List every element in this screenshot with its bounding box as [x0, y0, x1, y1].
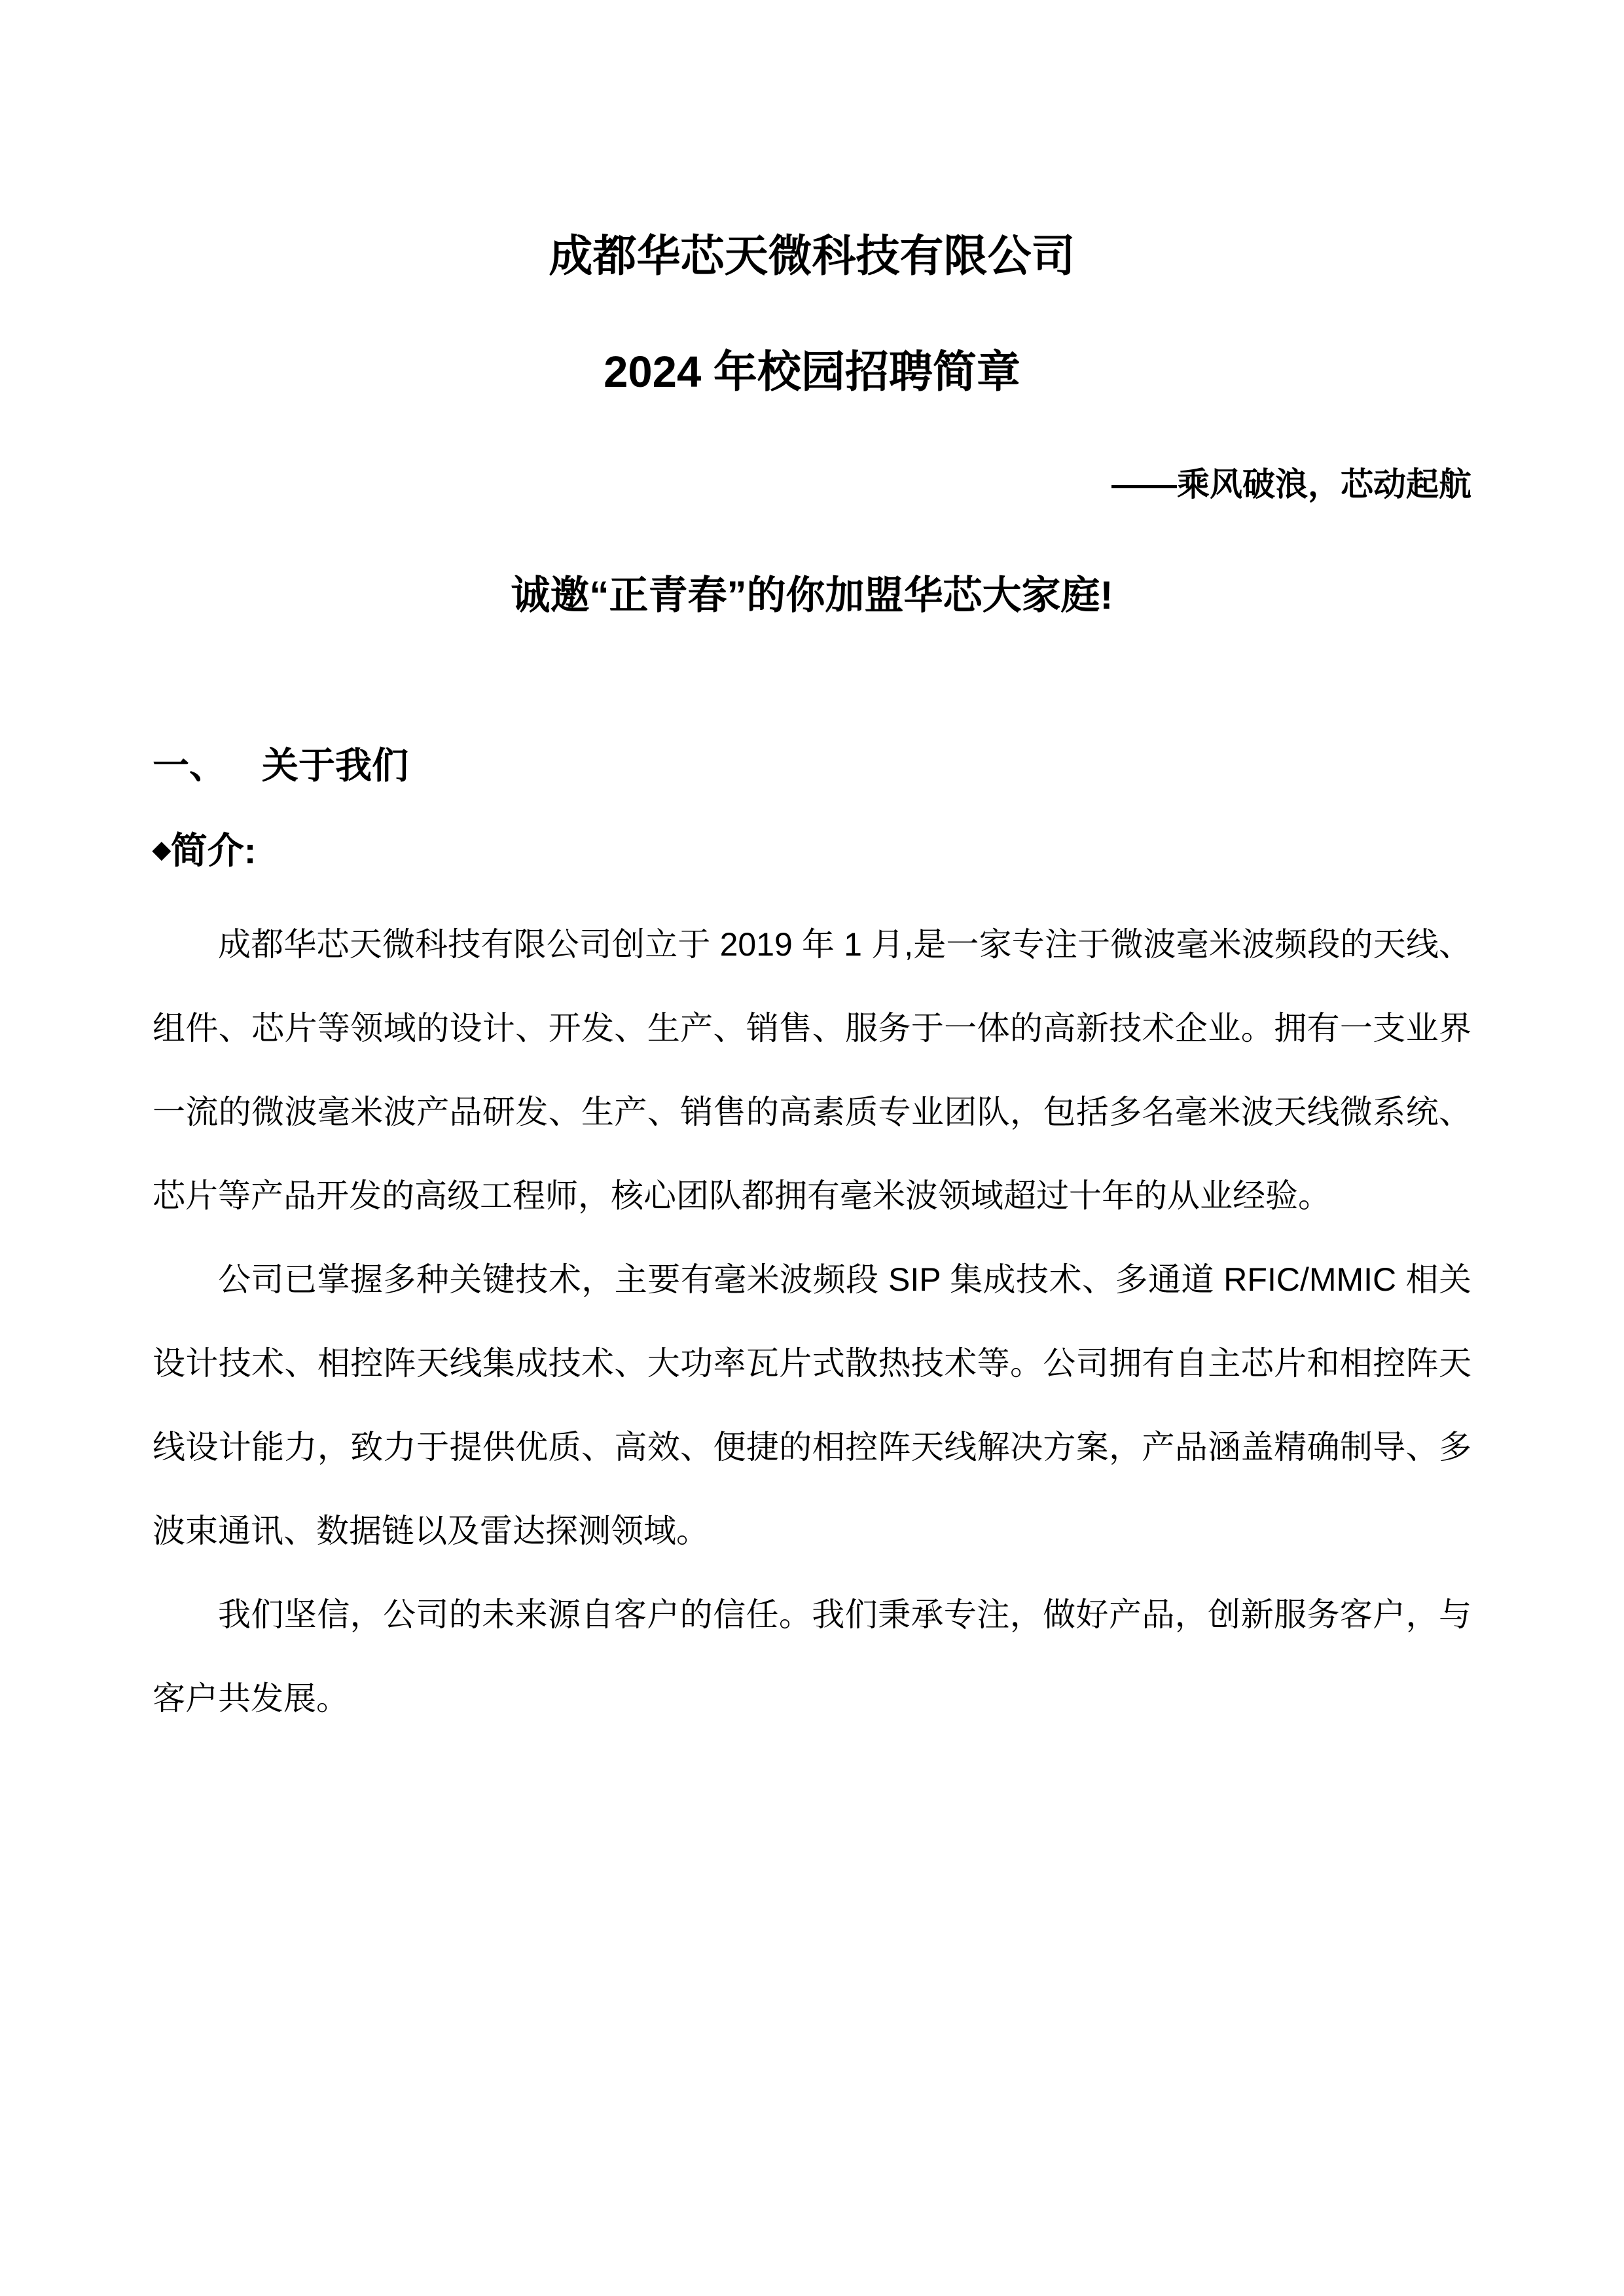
- paragraph-line: 客户共发展。: [153, 1680, 349, 1717]
- paragraph-line: 组件、芯片等领域的设计、开发、生产、销售、服务于一体的高新技术企业。拥有一支业界: [153, 1010, 1471, 1047]
- section-title: 关于我们: [262, 745, 408, 786]
- intro-label: 简介:: [170, 830, 257, 871]
- paragraph-line: 成都华芯天微科技有限公司创立于 2019 年 1 月,是一家专注于微波毫米波频段的天线、: [218, 926, 1471, 963]
- document-title-line2: 2024 年校园招聘简章: [604, 348, 1020, 397]
- paragraph-line: 设计技术、相控阵天线集成技术、大功率瓦片式散热技术等。公司拥有自主芯片和相控阵天: [153, 1345, 1471, 1382]
- slogan-line: ——乘风破浪，芯动起航: [1111, 466, 1471, 503]
- paragraph-line: 线设计能力，致力于提供优质、高效、便捷的相控阵天线解决方案，产品涵盖精确制导、多: [153, 1429, 1471, 1465]
- document-title-line1: 成都华芯天微科技有限公司: [549, 232, 1075, 281]
- section-number: 一、: [153, 745, 226, 786]
- paragraph-line: 一流的微波毫米波产品研发、生产、销售的高素质专业团队，包括多名毫米波天线微系统、: [153, 1094, 1471, 1130]
- diamond-bullet-icon: ◆: [153, 836, 171, 863]
- paragraph-line: 公司已掌握多种关键技术，主要有毫米波频段 SIP 集成技术、多通道 RFIC/MMIC 相关: [218, 1261, 1471, 1298]
- paragraph-line: 我们坚信，公司的未来源自客户的信任。我们秉承专注，做好产品，创新服务客户，与: [218, 1596, 1471, 1633]
- invitation-line: 诚邀“正青春”的你加盟华芯大家庭!: [511, 573, 1113, 617]
- paragraph-line: 波束通讯、数据链以及雷达探测领域。: [153, 1513, 709, 1549]
- intro-subheading: [153, 821, 1471, 879]
- section-heading: [153, 738, 1471, 794]
- paragraph-line: 芯片等产品开发的高级工程师，核心团队都拥有毫米波领域超过十年的从业经验。: [153, 1177, 1331, 1214]
- body-text: [153, 903, 1471, 1740]
